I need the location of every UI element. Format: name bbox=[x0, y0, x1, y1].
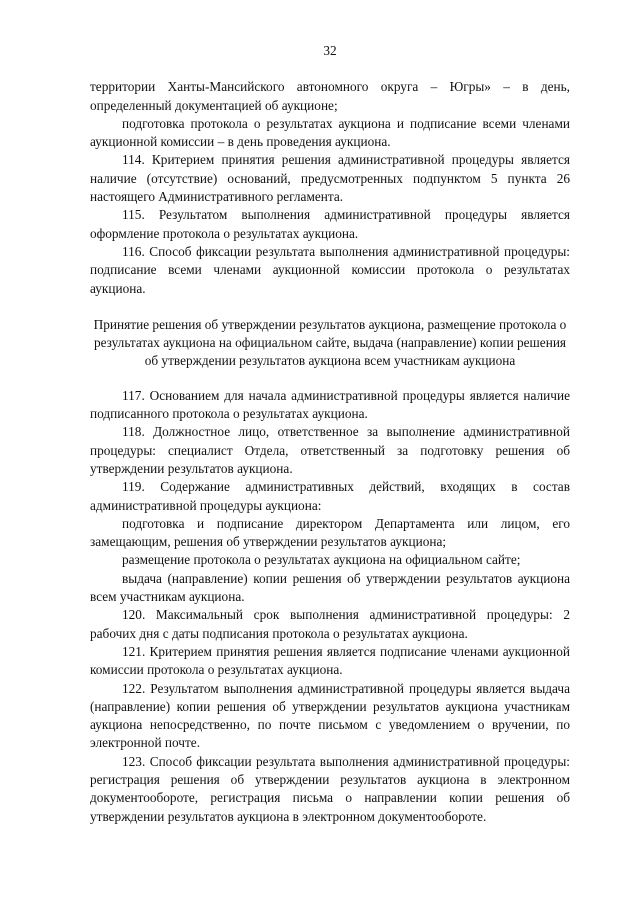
paragraph: 123. Способ фиксации результата выполнения административной процедуры: регистрация решения об утверждении результатов аукциона в электронном документообороте, регистрация письма о направлении копии решения об утверждении результатов аукциона в электронном документообороте. bbox=[90, 753, 570, 824]
paragraph: размещение протокола о результатах аукциона на официальном сайте; bbox=[122, 552, 521, 568]
paragraph: 122. Результатом выполнения административной процедуры является выдача (направление) копии решения об утверждении результатов аукциона участникам аукциона непосредственно, по почте письмом с уведомлением о вручении, по электронной почте. bbox=[90, 680, 570, 751]
paragraph: 120. Максимальный срок выполнения административной процедуры: 2 рабочих дня с даты подписания протокола о результатах аукциона. bbox=[90, 607, 570, 641]
paragraph: 116. Способ фиксации результата выполнения административной процедуры: подписание всеми членами аукционной комиссии протокола о результатах аукциона. bbox=[90, 243, 570, 296]
paragraph: территории Ханты-Мансийского автономного округа – Югры» – в день, определенный документацией об аукционе; bbox=[90, 79, 570, 113]
paragraph: 118. Должностное лицо, ответственное за выполнение административной процедуры: специалист Отдела, ответственный за подготовку решения об утверждении результатов аукциона. bbox=[90, 424, 570, 476]
paragraph: 117. Основанием для начала административной процедуры является наличие подписанного протокола о результатах аукциона. bbox=[90, 387, 570, 422]
paragraph: 115. Результатом выполнения административной процедуры является оформление протокола о результатах аукциона. bbox=[90, 207, 570, 241]
paragraphs-before bbox=[90, 78, 570, 298]
paragraph: 119. Содержание административных действий, входящих в состав административной процедуры аукциона: bbox=[90, 479, 570, 513]
paragraphs-after bbox=[90, 387, 570, 826]
paragraph: выдача (направление) копии решения об утверждении результатов аукциона всем участникам аукциона. bbox=[90, 570, 570, 605]
page-number: 32 bbox=[323, 43, 337, 58]
paragraph: 114. Критерием принятия решения административной процедуры является наличие (отсутствие) оснований, предусмотренных подпунктом 5 пункта 26 настоящего Административного регламента. bbox=[90, 152, 570, 205]
paragraph: подготовка и подписание директором Департамента или лицом, его замещающим, решения об утверждении результатов аукциона; bbox=[90, 515, 570, 550]
section-heading: Принятие решения об утверждении результатов аукциона, размещение протокола о результатах аукциона на официальном сайте, выдача (направление) копии решения об утверждении результатов аукциона всем участникам аукциона bbox=[93, 316, 567, 369]
paragraph: подготовка протокола о результатах аукциона и подписание всеми членами аукционной комиссии – в день проведения аукциона. bbox=[90, 115, 570, 150]
paragraph: 121. Критерием принятия решения является подписание членами аукционной комиссии протокола о результатах аукциона. bbox=[90, 643, 570, 678]
